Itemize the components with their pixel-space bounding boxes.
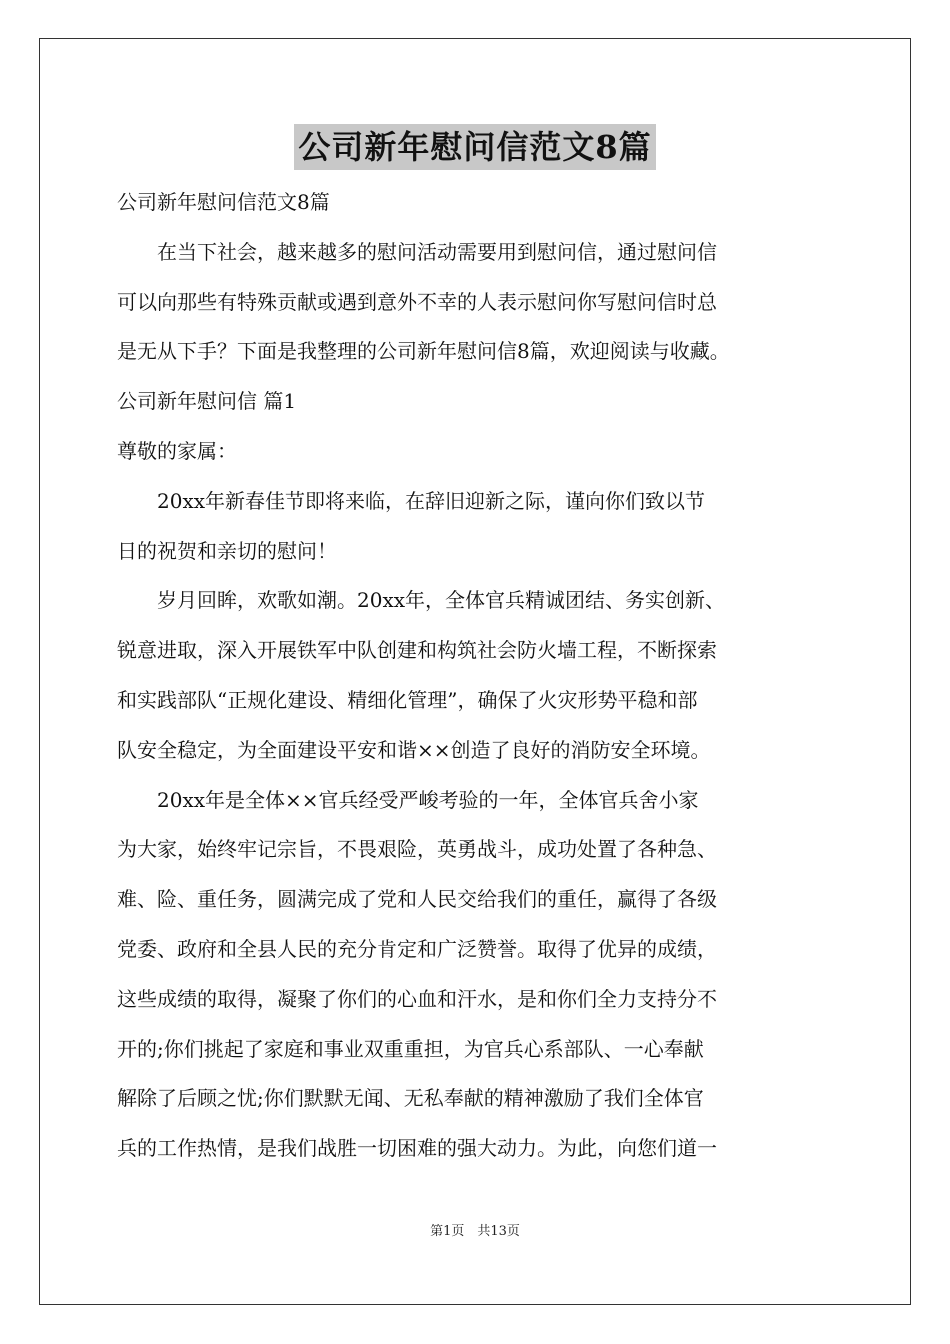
body-line: 可以向那些有特殊贡献或遇到意外不幸的人表示慰问你写慰问信时总: [117, 289, 717, 314]
body-line: 兵的工作热情，是我们战胜一切困难的强大动力。为此，向您们道一: [117, 1136, 717, 1161]
body-line: 公司新年慰问信范文8篇: [117, 190, 330, 214]
body-line: 队安全稳定，为全面建设平安和谐××创造了良好的消防安全环境。: [117, 737, 711, 762]
page-footer: 第1页 共13页: [430, 1224, 520, 1239]
body-line: 20xx年新春佳节即将来临，在辞旧迎新之际，谨向你们致以节: [117, 488, 706, 513]
body-line: 20xx年是全体××官兵经受严峻考验的一年，全体官兵舍小家: [117, 787, 699, 812]
body-line: 日的祝贺和亲切的慰问！: [117, 538, 337, 563]
body-line: 为大家，始终牢记宗旨，不畏艰险，英勇战斗，成功处置了各种急、: [117, 837, 717, 862]
body-line: 这些成绩的取得，凝聚了你们的心血和汗水，是和你们全力支持分不: [117, 986, 717, 1011]
body-line: 和实践部队“正规化建设、精细化管理”，确保了火灾形势平稳和部: [117, 687, 698, 712]
body-line: 难、险、重任务，圆满完成了党和人民交给我们的重任，赢得了各级: [117, 887, 717, 912]
document-body: [117, 178, 833, 1174]
body-line: 是无从下手？下面是我整理的公司新年慰问信8篇，欢迎阅读与收藏。: [117, 339, 730, 364]
section-heading: 公司新年慰问信 篇1: [117, 389, 297, 414]
salutation: 尊敬的家属：: [117, 438, 237, 463]
body-line: 岁月回眸，欢歌如潮。20xx年，全体官兵精诚团结、务实创新、: [117, 588, 726, 613]
body-line: 锐意进取，深入开展铁军中队创建和构筑社会防火墙工程，不断探索: [117, 638, 717, 663]
page-title: 公司新年慰问信范文8篇: [294, 124, 655, 170]
body-line: 开的;你们挑起了家庭和事业双重重担，为官兵心系部队、一心奉献: [117, 1036, 704, 1061]
body-line: 在当下社会，越来越多的慰问活动需要用到慰问信，通过慰问信: [117, 239, 717, 264]
body-line: 党委、政府和全县人民的充分肯定和广泛赞誉。取得了优异的成绩，: [117, 936, 717, 961]
body-line: 解除了后顾之忧;你们默默无闻、无私奉献的精神激励了我们全体官: [117, 1086, 704, 1111]
title-container: [0, 124, 950, 170]
